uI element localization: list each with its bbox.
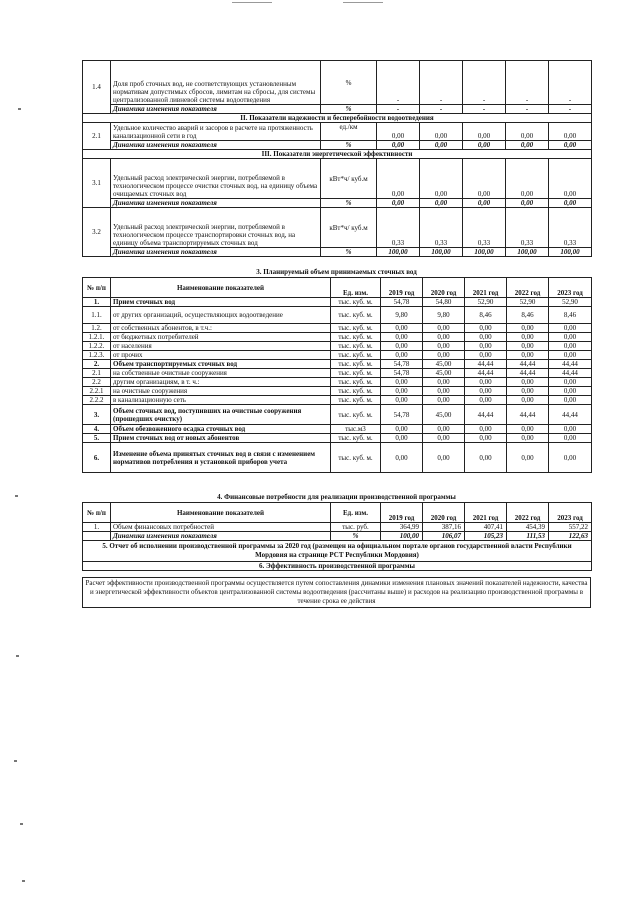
value-cell: 0,00 <box>549 141 592 150</box>
scan-artifact <box>15 495 18 497</box>
indicator-name: Объем обезвоженного осадка сточных вод <box>111 425 331 434</box>
year-header: 2019 год <box>381 278 423 298</box>
value-cell: 0,00 <box>420 199 463 208</box>
value-cell: 122,63 <box>549 532 592 541</box>
table-row <box>83 141 592 150</box>
value-cell: 8,46 <box>465 307 507 324</box>
value-cell: 44,44 <box>507 405 549 425</box>
value-cell: 0,00 <box>420 123 463 141</box>
value-cell: 44,44 <box>465 360 507 369</box>
value-cell: 0,00 <box>420 141 463 150</box>
indicator-name: Объем сточных вод, поступивших на очистные сооружения (прошедших очистку) <box>111 405 331 425</box>
report-section-title: 5. Отчет об исполнении производственной программы за 2020 год (размещен на официальном портале органов государственной власти Республики Мордовия на странице РСТ Республики Мордовия) <box>83 541 592 562</box>
column-header: Наименование показателей <box>111 278 331 298</box>
row-number: 2.2.2 <box>83 396 111 405</box>
value-cell: 0,00 <box>423 378 465 387</box>
value-cell: 0,00 <box>465 333 507 342</box>
value-cell: 0,00 <box>423 387 465 396</box>
section-title-finance: 4. Финансовые потребности для реализации производственной программы <box>217 493 456 501</box>
value-cell: 0,33 <box>420 208 463 248</box>
row-number: 2. <box>83 360 111 369</box>
row-number: 1.2. <box>83 324 111 333</box>
year-header: 2023 год <box>549 503 592 523</box>
unit-cell: % <box>321 141 377 150</box>
section-header-row <box>83 541 592 562</box>
value-cell: 54,78 <box>381 369 423 378</box>
section-title: II. Показатели надежности и бесперебойности водоотведения <box>83 114 592 123</box>
value-cell: 0,00 <box>465 396 507 405</box>
row-number: 5. <box>83 434 111 443</box>
value-cell: 111,53 <box>507 532 549 541</box>
indicator-name: на собственные очистные сооружения <box>111 369 331 378</box>
value-cell: 54,78 <box>381 298 423 307</box>
value-cell: 45,00 <box>423 369 465 378</box>
indicator-name: Удельный расход электрической энергии, потребляемой в технологическом процессе транспортировки сточных вод, на единицу объема транспортируемых сточных вод <box>111 208 321 248</box>
value-cell: 0,00 <box>423 434 465 443</box>
table-row <box>83 378 592 387</box>
value-cell: 0,00 <box>507 351 549 360</box>
indicators-table <box>82 60 592 257</box>
value-cell: 54,78 <box>381 360 423 369</box>
column-header: № п/п <box>83 503 111 523</box>
value-cell: 100,00 <box>506 248 549 257</box>
row-number: 1.2.3. <box>83 351 111 360</box>
indicator-name: Динамика изменения показателя <box>111 532 331 541</box>
value-cell: 0,00 <box>381 333 423 342</box>
value-cell: 100,00 <box>420 248 463 257</box>
value-cell: 0,00 <box>381 434 423 443</box>
value-cell: 0,00 <box>463 123 506 141</box>
value-cell: 9,80 <box>381 307 423 324</box>
value-cell: 0,00 <box>549 333 592 342</box>
value-cell: 0,00 <box>506 123 549 141</box>
column-header: № п/п <box>83 278 111 298</box>
indicator-name: Динамика изменения показателя <box>111 248 321 257</box>
value-cell: 52,90 <box>465 298 507 307</box>
section-title-plan: 3. Планируемый объем принимаемых сточных вод <box>256 268 417 276</box>
table-row <box>83 208 592 248</box>
table-row <box>83 425 592 434</box>
row-number: 2.1 <box>83 123 111 150</box>
unit-cell: % <box>321 61 377 105</box>
value-cell: 0,00 <box>549 159 592 199</box>
value-cell: 364,99 <box>381 523 423 532</box>
value-cell: 0,00 <box>381 351 423 360</box>
unit-cell: тыс. руб. <box>331 523 381 532</box>
value-cell: 0,00 <box>381 425 423 434</box>
value-cell: 44,44 <box>465 369 507 378</box>
value-cell: - <box>549 105 592 114</box>
value-cell: 0,00 <box>465 324 507 333</box>
section-header-row <box>83 114 592 123</box>
value-cell: 0,00 <box>465 342 507 351</box>
indicator-name: от других организаций, осуществляющих водоотведение <box>111 307 331 324</box>
row-number: 2.2.1 <box>83 387 111 396</box>
value-cell: 0,00 <box>549 387 592 396</box>
indicator-name: Объем финансовых потребностей <box>111 523 331 532</box>
value-cell: 387,16 <box>423 523 465 532</box>
table-row <box>83 351 592 360</box>
value-cell: 54,80 <box>423 298 465 307</box>
value-cell: 0,00 <box>549 342 592 351</box>
value-cell: 0,00 <box>423 351 465 360</box>
value-cell: 54,78 <box>381 405 423 425</box>
unit-cell: тыс. куб. м. <box>331 307 381 324</box>
value-cell: 0,00 <box>423 396 465 405</box>
row-number: 1.2.1. <box>83 333 111 342</box>
value-cell: - <box>420 105 463 114</box>
indicator-name: Изменение объема принятых сточных вод в связи с изменением нормативов потребления и установкой приборов учета <box>111 443 331 473</box>
year-header: 2022 год <box>507 278 549 298</box>
value-cell: 0,33 <box>549 208 592 248</box>
value-cell: 44,44 <box>549 369 592 378</box>
value-cell: 100,00 <box>549 248 592 257</box>
year-header: 2019 год <box>381 503 423 523</box>
row-number: 2.2 <box>83 378 111 387</box>
value-cell: 100,00 <box>377 248 420 257</box>
value-cell: 0,00 <box>506 199 549 208</box>
column-header: Ед. изм. <box>331 503 381 523</box>
value-cell: 0,00 <box>420 159 463 199</box>
value-cell: 0,00 <box>507 378 549 387</box>
value-cell: 0,00 <box>381 324 423 333</box>
indicator-name: на очистные сооружения <box>111 387 331 396</box>
value-cell: 0,00 <box>381 387 423 396</box>
indicator-name: от прочих <box>111 351 331 360</box>
row-number: 3.2 <box>83 208 111 257</box>
column-header: Ед. изм. <box>331 278 381 298</box>
value-cell: 0,00 <box>381 378 423 387</box>
row-number <box>83 532 111 541</box>
value-cell: 8,46 <box>507 307 549 324</box>
table-row <box>83 396 592 405</box>
value-cell: 0,00 <box>423 425 465 434</box>
scan-artifact <box>18 108 21 110</box>
unit-cell: тыс. куб. м. <box>331 342 381 351</box>
scan-artifact <box>16 655 19 657</box>
unit-cell: % <box>321 199 377 208</box>
unit-cell: тыс. куб. м. <box>331 351 381 360</box>
efficiency-section-title: 6. Эффективность производственной программы <box>83 562 592 571</box>
table-row <box>83 387 592 396</box>
table-row <box>83 105 592 114</box>
value-cell: 0,00 <box>381 396 423 405</box>
table-row <box>83 405 592 425</box>
table-row <box>83 333 592 342</box>
value-cell: 0,00 <box>465 425 507 434</box>
value-cell: 0,00 <box>423 333 465 342</box>
unit-cell: тыс. куб. м. <box>331 405 381 425</box>
value-cell: 0,00 <box>549 378 592 387</box>
row-number: 1. <box>83 523 111 532</box>
value-cell: 0,00 <box>507 387 549 396</box>
scan-artifact <box>20 823 23 825</box>
value-cell: 0,00 <box>507 324 549 333</box>
value-cell: - <box>506 105 549 114</box>
unit-cell: тыс. куб. м. <box>331 324 381 333</box>
value-cell: 100,00 <box>463 248 506 257</box>
value-cell: 557,22 <box>549 523 592 532</box>
value-cell: 44,44 <box>507 369 549 378</box>
value-cell: 105,23 <box>465 532 507 541</box>
value-cell: 0,00 <box>423 324 465 333</box>
value-cell: 0,00 <box>463 199 506 208</box>
value-cell: 44,44 <box>549 405 592 425</box>
indicator-name: Прием сточных вод <box>111 298 331 307</box>
value-cell: 0,00 <box>507 443 549 473</box>
value-cell: 0,00 <box>377 141 420 150</box>
row-number: 1. <box>83 298 111 307</box>
value-cell: 45,00 <box>423 360 465 369</box>
value-cell: 44,44 <box>465 405 507 425</box>
value-cell: 52,90 <box>549 298 592 307</box>
value-cell: 100,00 <box>381 532 423 541</box>
value-cell: 0,00 <box>381 342 423 351</box>
year-header: 2023 год <box>549 278 592 298</box>
column-header: Наименование показателей <box>111 503 331 523</box>
value-cell: 106,07 <box>423 532 465 541</box>
indicator-name: Удельный расход электрической энергии, потребляемой в технологическом процессе очистки сточных вод, на единицу объема очищаемых сточных вод <box>111 159 321 199</box>
table-row <box>83 123 592 141</box>
scan-artifact <box>343 2 383 3</box>
value-cell: 0,00 <box>377 159 420 199</box>
table-row <box>83 298 592 307</box>
unit-cell: % <box>321 105 377 114</box>
value-cell: - <box>463 61 506 105</box>
table-row <box>83 360 592 369</box>
value-cell: 0,00 <box>549 351 592 360</box>
value-cell: 52,90 <box>507 298 549 307</box>
indicator-name: другим организациям, в т. ч.: <box>111 378 331 387</box>
value-cell: 0,33 <box>377 208 420 248</box>
indicator-name: Объем транспортируемых сточных вод <box>111 360 331 369</box>
indicator-name: Доля проб сточных вод, не соответствующих установленным нормативам допустимых сбросов, лимитам на сбросы, для системы централизованной ливневой системы водоотведения <box>111 61 321 105</box>
value-cell: 0,00 <box>506 141 549 150</box>
row-number: 6. <box>83 443 111 473</box>
unit-cell: тыс. куб. м. <box>331 396 381 405</box>
value-cell: 0,00 <box>549 434 592 443</box>
value-cell: 44,44 <box>549 360 592 369</box>
table-row <box>83 199 592 208</box>
value-cell: 0,00 <box>549 123 592 141</box>
value-cell: 0,00 <box>549 324 592 333</box>
value-cell: - <box>420 61 463 105</box>
value-cell: 0,00 <box>423 443 465 473</box>
row-number: 1.2.2. <box>83 342 111 351</box>
row-number: 3.1 <box>83 159 111 208</box>
unit-cell: ед./км <box>321 123 377 141</box>
table-row <box>83 369 592 378</box>
planned-volume-table <box>82 277 592 473</box>
unit-cell: тыс.м3 <box>331 425 381 434</box>
value-cell: 0,00 <box>423 342 465 351</box>
indicator-name: Удельное количество аварий и засоров в расчете на протяженность канализационной сети в год <box>111 123 321 141</box>
value-cell: 0,00 <box>549 396 592 405</box>
table-row <box>83 159 592 199</box>
value-cell: 0,00 <box>377 199 420 208</box>
unit-cell: тыс. куб. м. <box>331 378 381 387</box>
indicator-name: в канализационную сеть <box>111 396 331 405</box>
value-cell: 0,00 <box>463 141 506 150</box>
unit-cell: кВт*ч/ куб.м <box>321 208 377 248</box>
value-cell: - <box>377 105 420 114</box>
value-cell: 45,00 <box>423 405 465 425</box>
table-row <box>83 523 592 532</box>
row-number: 1.1. <box>83 307 111 324</box>
unit-cell: тыс. куб. м. <box>331 333 381 342</box>
table-row <box>83 324 592 333</box>
table-row <box>83 434 592 443</box>
efficiency-text: Расчет эффективности производственной программы осуществляется путем сопоставления динамики изменения плановых значений показателей надежности, качества и энергетической эффективности объектов централизованной системы водоотведения (рассчитаны выше) и расходов на реализацию производственной программы в течение срока ее действия <box>82 577 591 608</box>
value-cell: 0,00 <box>549 425 592 434</box>
year-header: 2022 год <box>507 503 549 523</box>
value-cell: 0,00 <box>507 434 549 443</box>
value-cell: 0,00 <box>465 443 507 473</box>
value-cell: 407,41 <box>465 523 507 532</box>
value-cell: 44,44 <box>507 360 549 369</box>
section-header-row <box>83 150 592 159</box>
value-cell: 0,00 <box>465 351 507 360</box>
scan-artifact <box>14 760 17 762</box>
value-cell: 0,00 <box>549 443 592 473</box>
value-cell: 0,00 <box>463 159 506 199</box>
indicator-name: от бюджетных потребителей <box>111 333 331 342</box>
unit-cell: тыс. куб. м. <box>331 360 381 369</box>
table-header-row <box>83 278 592 298</box>
scan-artifact <box>22 880 25 882</box>
value-cell: 0,00 <box>377 123 420 141</box>
row-number: 2.1 <box>83 369 111 378</box>
table-row <box>83 307 592 324</box>
section-header-row <box>83 562 592 571</box>
value-cell: 0,00 <box>465 434 507 443</box>
value-cell: 0,00 <box>507 396 549 405</box>
value-cell: - <box>377 61 420 105</box>
value-cell: 0,00 <box>465 387 507 396</box>
finance-table <box>82 502 592 571</box>
value-cell: 0,33 <box>506 208 549 248</box>
row-number: 1.4 <box>83 61 111 114</box>
value-cell: 0,33 <box>463 208 506 248</box>
unit-cell: тыс. куб. м. <box>331 443 381 473</box>
section-title: III. Показатели энергетической эффективности <box>83 150 592 159</box>
indicator-name: Динамика изменения показателя <box>111 141 321 150</box>
value-cell: 454,39 <box>507 523 549 532</box>
year-header: 2020 год <box>423 278 465 298</box>
value-cell: - <box>549 61 592 105</box>
year-header: 2021 год <box>465 503 507 523</box>
indicator-name: Динамика изменения показателя <box>111 105 321 114</box>
value-cell: 0,00 <box>549 199 592 208</box>
value-cell: 0,00 <box>506 159 549 199</box>
scan-artifact <box>232 2 272 3</box>
year-header: 2020 год <box>423 503 465 523</box>
unit-cell: тыс. куб. м. <box>331 369 381 378</box>
table-row <box>83 248 592 257</box>
row-number: 3. <box>83 405 111 425</box>
value-cell: 0,00 <box>465 378 507 387</box>
indicator-name: от собственных абонентов, в т.ч.: <box>111 324 331 333</box>
table-header-row <box>83 503 592 523</box>
planned-volume-body <box>83 298 592 473</box>
indicator-name: Динамика изменения показателя <box>111 199 321 208</box>
indicator-name: Прием сточных вод от новых абонентов <box>111 434 331 443</box>
table-row <box>83 532 592 541</box>
value-cell: 0,00 <box>507 333 549 342</box>
unit-cell: кВт*ч/ куб.м <box>321 159 377 199</box>
value-cell: 0,00 <box>381 443 423 473</box>
value-cell: 0,00 <box>507 425 549 434</box>
row-number: 4. <box>83 425 111 434</box>
value-cell: 8,46 <box>549 307 592 324</box>
unit-cell: тыс. куб. м. <box>331 387 381 396</box>
indicator-name: от населения <box>111 342 331 351</box>
value-cell: - <box>506 61 549 105</box>
table-row <box>83 443 592 473</box>
value-cell: - <box>463 105 506 114</box>
year-header: 2021 год <box>465 278 507 298</box>
table-row <box>83 342 592 351</box>
value-cell: 9,80 <box>423 307 465 324</box>
value-cell: 0,00 <box>507 342 549 351</box>
unit-cell: % <box>321 248 377 257</box>
table-row <box>83 61 592 105</box>
unit-cell: тыс. куб. м. <box>331 298 381 307</box>
unit-cell: % <box>331 532 381 541</box>
unit-cell: тыс. куб. м. <box>331 434 381 443</box>
